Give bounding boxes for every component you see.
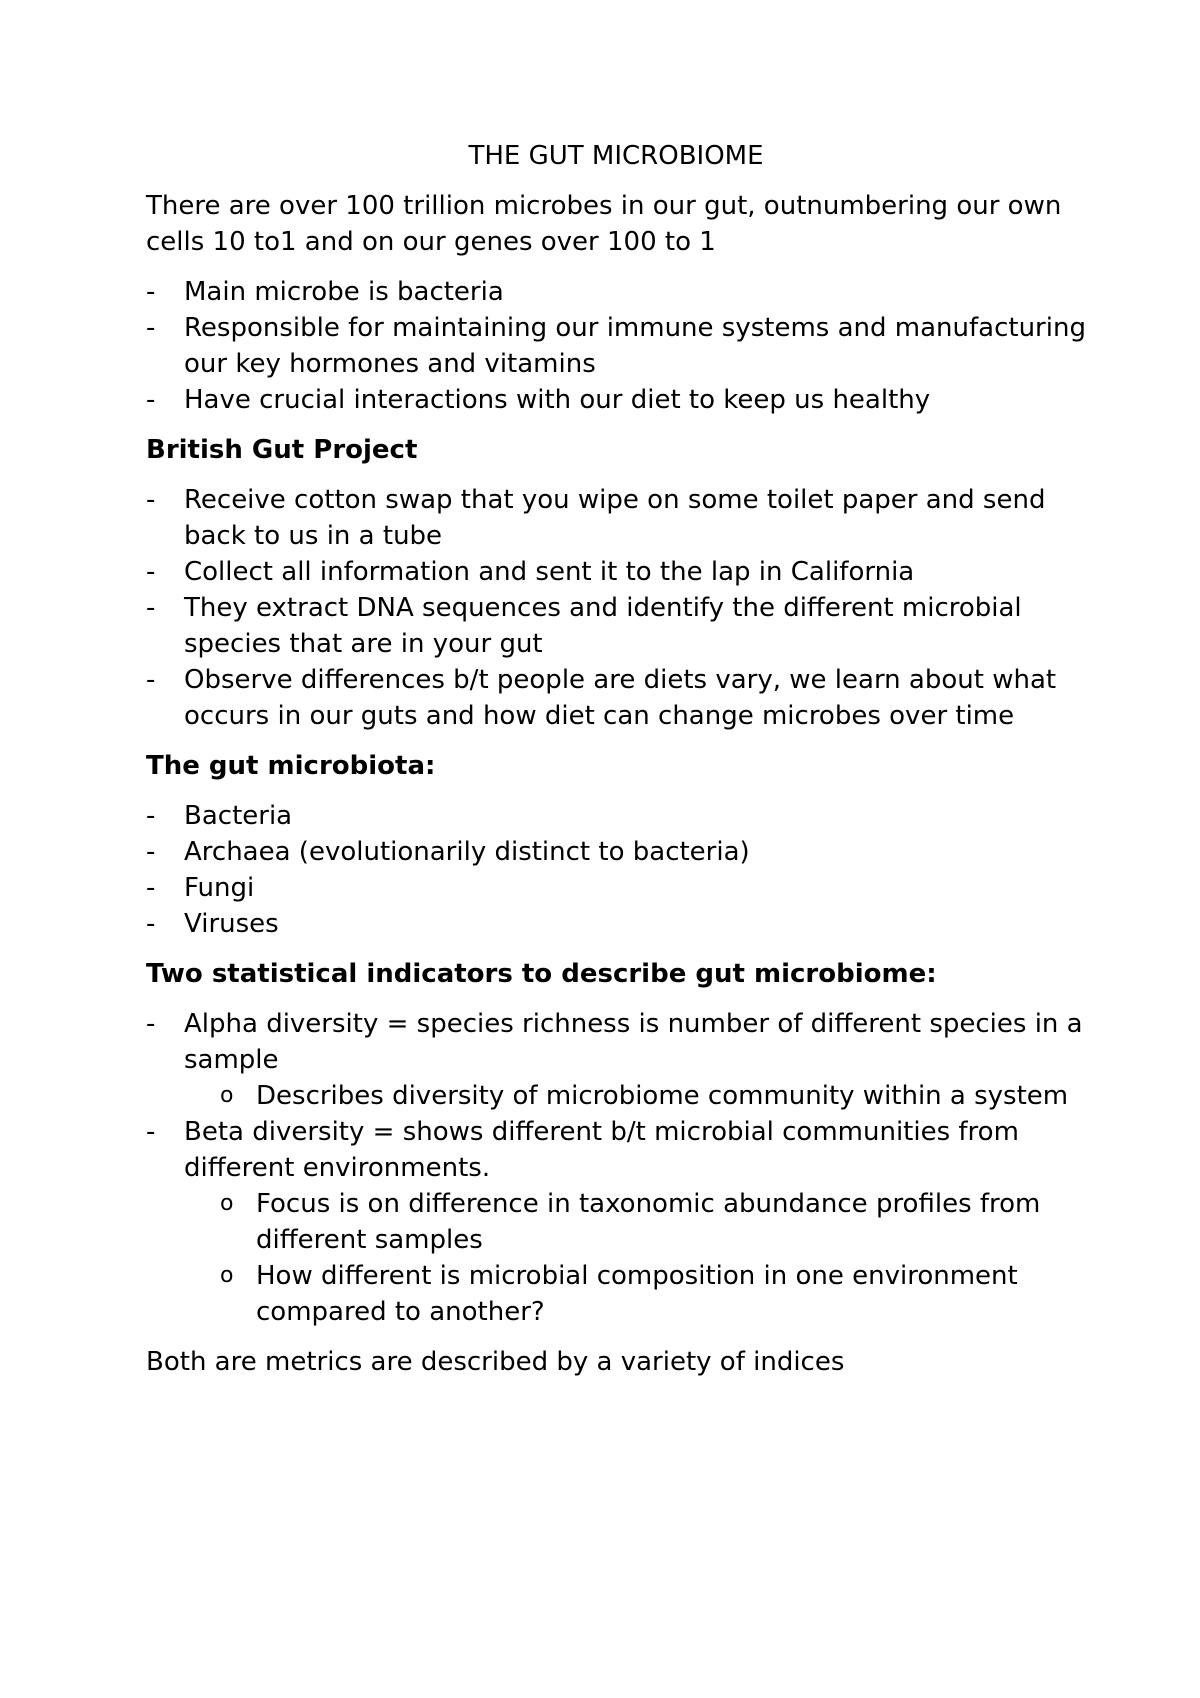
document-title: THE GUT MICROBIOME [468,141,764,171]
dash-bullet-marker: - [146,801,156,831]
dash-bullet-marker: - [146,837,156,867]
list-item [146,662,1086,734]
list-item-text: Have crucial interactions with our diet to keep us healthy [184,385,931,415]
list-item-text: Main microbe is bacteria [184,277,504,307]
dash-bullet-marker: - [146,277,156,307]
british-gut-project-list [146,482,1086,734]
list-item [146,834,1086,870]
section-heading-british-gut-project: British Gut Project [146,435,418,465]
list-item [146,590,1086,662]
sublist-item [220,1258,1086,1330]
statistical-indicators-list [146,1006,1086,1330]
circle-bullet-marker: o [220,1083,234,1108]
intro-bullet-list [146,274,1086,418]
list-item [146,482,1086,554]
list-item [146,906,1086,942]
gut-microbiota-list [146,798,1086,942]
intro-paragraph: There are over 100 trillion microbes in our gut, outnumbering our own cells 10 to1 and on our genes over 100 to 1 [146,191,1062,257]
list-item [146,554,1086,590]
section-heading-statistical-indicators: Two statistical indicators to describe gut microbiome: [146,959,937,989]
dash-bullet-marker: - [146,873,156,903]
list-item [146,310,1086,382]
beta-diversity-sublist [184,1186,1086,1330]
closing-paragraph: Both are metrics are described by a variety of indices [146,1347,845,1377]
document-page [146,138,1086,1394]
list-item-text: Collect all information and sent it to the lap in California [184,557,915,587]
list-item-text: Observe differences b/t people are diets vary, we learn about what occurs in our guts and how diet can change microbes over time [184,665,1057,731]
list-item-text: Archaea (evolutionarily distinct to bacteria) [184,837,750,867]
dash-bullet-marker: - [146,1117,156,1147]
dash-bullet-marker: - [146,485,156,515]
sublist-item-text: How different is microbial composition in one environment compared to another? [256,1261,1018,1327]
list-item-text: Bacteria [184,801,293,831]
dash-bullet-marker: - [146,593,156,623]
list-item [146,798,1086,834]
circle-bullet-marker: o [220,1191,234,1216]
dash-bullet-marker: - [146,313,156,343]
dash-bullet-marker: - [146,1009,156,1039]
circle-bullet-marker: o [220,1263,234,1288]
list-item-text: They extract DNA sequences and identify the different microbial species that are in your gut [184,593,1022,659]
list-item-text: Responsible for maintaining our immune systems and manufacturing our key hormones and vitamins [184,313,1086,379]
list-item-text: Fungi [184,873,255,903]
dash-bullet-marker: - [146,557,156,587]
list-item [146,382,1086,418]
list-item [146,870,1086,906]
list-item-text: Receive cotton swap that you wipe on some toilet paper and send back to us in a tube [184,485,1046,551]
sublist-item-text: Focus is on difference in taxonomic abundance profiles from different samples [256,1189,1041,1255]
list-item-beta-diversity [146,1114,1086,1330]
list-item-text: Viruses [184,909,279,939]
list-item-alpha-diversity [146,1006,1086,1114]
section-heading-gut-microbiota: The gut microbiota: [146,751,436,781]
sublist-item [220,1078,1086,1114]
sublist-item-text: Describes diversity of microbiome community within a system [256,1081,1069,1111]
list-item-text: Beta diversity = shows different b/t microbial communities from different environments. [184,1117,1019,1183]
alpha-diversity-sublist [184,1078,1086,1114]
list-item-text: Alpha diversity = species richness is number of different species in a sample [184,1009,1083,1075]
list-item [146,274,1086,310]
dash-bullet-marker: - [146,665,156,695]
dash-bullet-marker: - [146,909,156,939]
sublist-item [220,1186,1086,1258]
dash-bullet-marker: - [146,385,156,415]
